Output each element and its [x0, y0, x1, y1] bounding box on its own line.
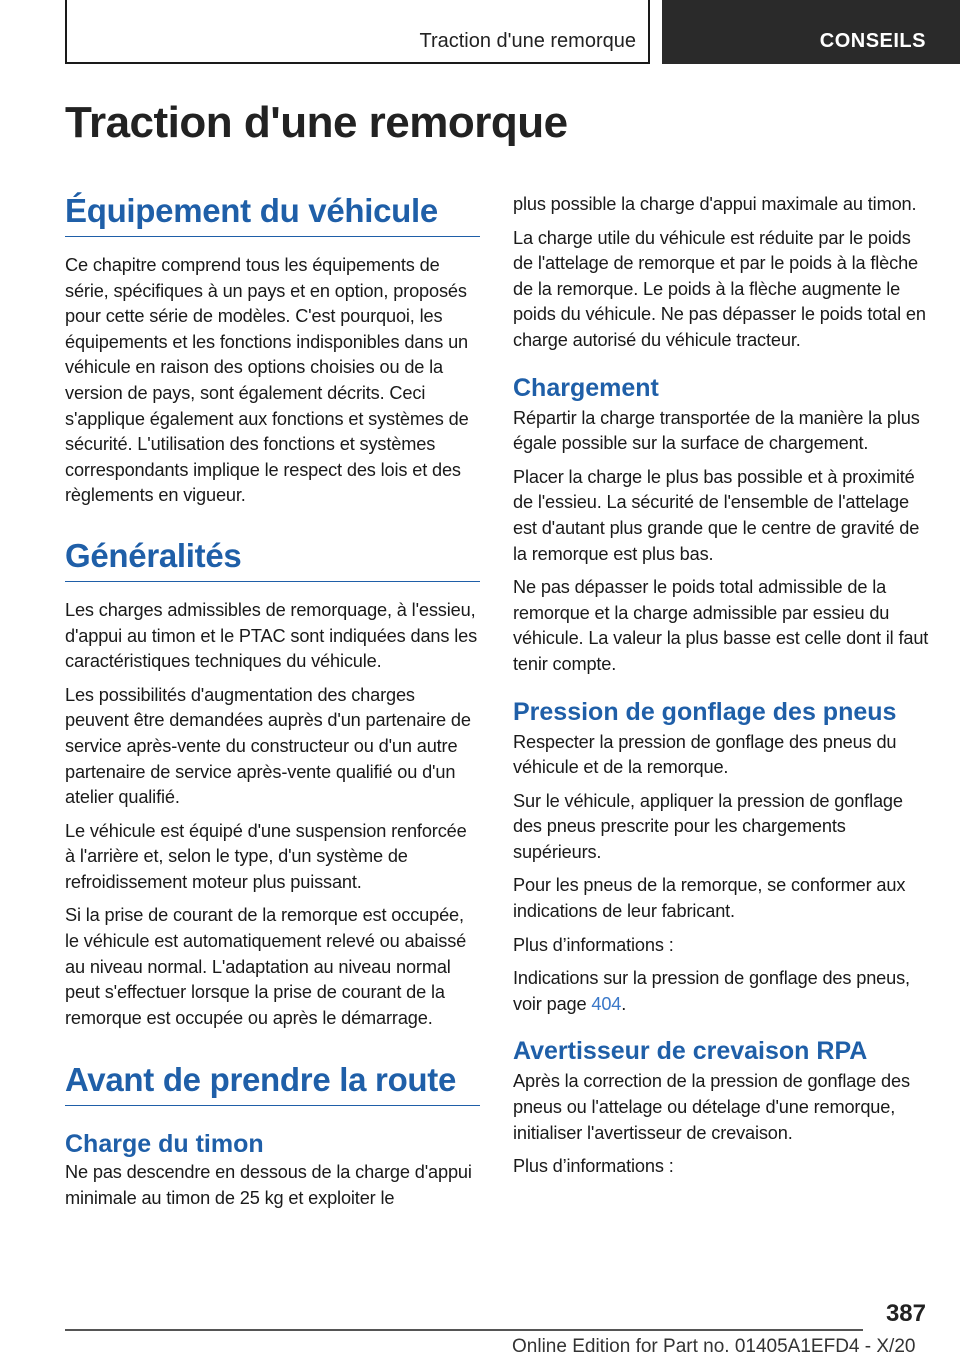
paragraph: La charge utile du véhicule est réduite par le poids de l'attelage de remorque et par le poids à la flèche de la remorque. Le poids à la flèche augmente le poids du véhicule. Ne pas dépasser le poids total en charge autorisé du véhicule tracteur. — [513, 227, 926, 350]
paragraph: Placer la charge le plus bas possible et à proximité de l'essieu. La sécurité de l'ensemble de l'attelage est d'autant plus grande que le centre de gravité de la remorque est plus bas. — [513, 466, 920, 564]
reference-suffix: . — [621, 993, 627, 1014]
cross-reference — [513, 966, 933, 1017]
paragraph: plus possible la charge d'appui maximale au timon. — [513, 194, 917, 214]
paragraph: Ne pas dépasser le poids total admissible de la remorque et la charge admissible par essieu du véhicule. La valeur la plus basse est celle dont il faut tenir compte. — [513, 577, 929, 674]
paragraph: Si la prise de courant de la remorque est occupée, le véhicule est automatiquement relevé ou abaissé au niveau normal. L'adaptation au niveau normal peut s'effectuer lorsque la prise de courant de la remorque est occupée ou après le démarrage. — [65, 905, 467, 1028]
heading-equipment: Équipement du véhicule — [65, 192, 480, 237]
right-column — [513, 192, 933, 1188]
header-rule-bottom — [65, 62, 650, 64]
subheading-drawbar-load: Charge du timon — [65, 1130, 264, 1159]
section-general — [65, 537, 480, 1032]
footer-rule — [65, 1329, 863, 1331]
header-rule-divider — [648, 0, 650, 64]
paragraph: Répartir la charge transportée de la manière la plus égale possible sur la surface de chargement. — [513, 407, 920, 454]
left-column — [65, 192, 480, 1220]
subheading-rpa: Avertisseur de crevaison RPA — [513, 1037, 868, 1066]
paragraph: Plus d’informations : — [513, 1156, 674, 1177]
paragraph: Pour les pneus de la remorque, se conformer aux indications de leur fabricant. — [513, 875, 906, 922]
reference-text: Indications sur la pression de gonflage des pneus, voir page — [513, 968, 910, 1014]
paragraph: Ne pas descendre en dessous de la charge d'appui minimale au timon de 25 kg et exploiter le — [65, 1162, 472, 1209]
subheading-tire-pressure: Pression de gonflage des pneus — [513, 697, 897, 726]
header-section-label: CONSEILS — [819, 30, 926, 52]
heading-before-driving: Avant de prendre la route — [65, 1061, 480, 1106]
section-before-driving — [65, 1061, 480, 1211]
paragraph: Plus d’informations : — [513, 934, 674, 955]
header-chapter-title: Traction d'une remorque — [419, 30, 636, 52]
header-section-tab[interactable] — [662, 0, 960, 64]
paragraph: Sur le véhicule, appliquer la pression de gonflage des pneus prescrite pour les chargements supérieurs. — [513, 790, 903, 862]
paragraph: Le véhicule est équipé d'une suspension renforcée à l'arrière et, selon le type, d'un système de refroidissement moteur plus puissant. — [65, 820, 467, 892]
header-rule-left — [65, 0, 67, 64]
edition-text: Online Edition for Part no. 01405A1EFD4 - X/20 — [512, 1336, 916, 1357]
paragraph: Après la correction de la pression de gonflage des pneus ou l'attelage ou dételage d'une remorque, initialiser l'avertisseur de crevaison. — [513, 1071, 910, 1143]
page-number: 387 — [885, 1300, 926, 1327]
heading-general: Généralités — [65, 537, 480, 582]
subheading-loading: Chargement — [513, 373, 659, 402]
section-equipment — [65, 192, 480, 509]
paragraph: Les possibilités d'augmentation des charges peuvent être demandées auprès d'un partenaire de service après-vente du constructeur ou d'un autre partenaire de service après-vente qualifié ou d'un atelier qualifié. — [65, 684, 471, 808]
paragraph: Respecter la pression de gonflage des pneus du véhicule et de la remorque. — [513, 731, 897, 778]
page-title: Traction d'une remorque — [65, 98, 568, 147]
page-link-404[interactable]: 404 — [591, 993, 622, 1014]
paragraph: Les charges admissibles de remorquage, à l'essieu, d'appui au timon et le PTAC sont indiquées dans les caractéristiques techniques du véhicule. — [65, 599, 478, 672]
paragraph: Ce chapitre comprend tous les équipements de série, spécifiques à un pays et en option, proposés pour cette série de modèles. C'est pourquoi, les équipements et les fonctions indisponibles dans un véhicule en raison des options choisies ou de la version de pays, sont également décrits. Ceci s'applique également aux fonctions et systèmes de sécurité. L'utilisation des fonctions et systèmes correspondants implique le respect des lois et des règlements en vigueur. — [65, 255, 469, 506]
